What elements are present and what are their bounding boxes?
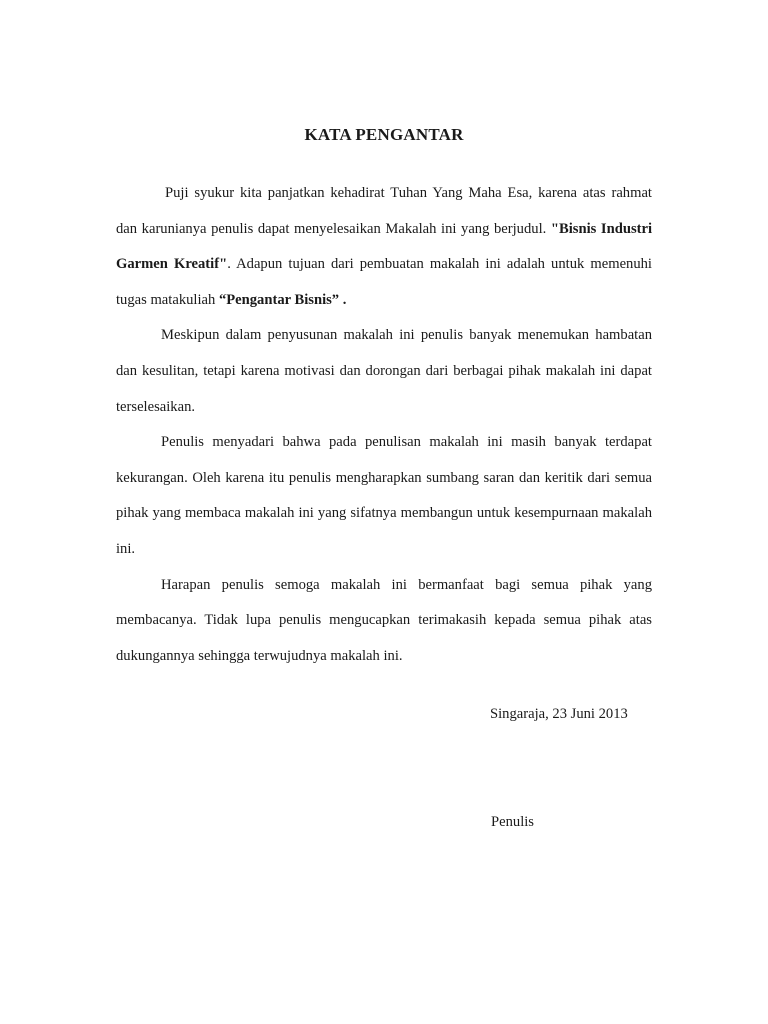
signer: Penulis — [491, 814, 534, 830]
paragraph-4: Harapan penulis semoga makalah ini bermanfaat bagi semua pihak yang membacanya. Tidak lupa penulis mengucapkan terimakasih kepada semua pihak atas dukungannya sehingga terwujudnya makalah ini. — [116, 576, 652, 664]
paragraph-1-text-a: Puji syukur kita panjatkan kehadirat Tuhan Yang Maha Esa, karena atas rahmat dan karunianya penulis dapat menyelesaikan Makalah ini yang berjudul. — [116, 185, 652, 237]
document-body — [116, 176, 652, 674]
paragraph-1 — [116, 176, 652, 318]
document-title: KATA PENGANTAR — [304, 125, 464, 144]
paragraph-1-text-b: . Adapun tujuan dari pembuatan makalah ini adalah untuk memenuhi tugas matakuliah — [116, 256, 652, 308]
place-date: Singaraja, 23 Juni 2013 — [490, 706, 628, 722]
paragraph-1-bold-title: "Bisnis Industri Garmen Kreatif" — [116, 220, 653, 273]
paragraph-3: Penulis menyadari bahwa pada penulisan makalah ini masih banyak terdapat kekurangan. Oleh karena itu penulis mengharapkan sumbang saran dan keritik dari semua pihak yang membaca makalah ini yang sifatnya membangun untuk kesempurnaan makalah ini. — [116, 434, 652, 557]
paragraph-2: Meskipun dalam penyusunan makalah ini penulis banyak menemukan hambatan dan kesulitan, tetapi karena motivasi dan dorongan dari berbagai pihak makalah ini dapat terselesaikan. — [116, 327, 652, 415]
paragraph-1-bold-course: “Pengantar Bisnis” . — [218, 291, 347, 308]
